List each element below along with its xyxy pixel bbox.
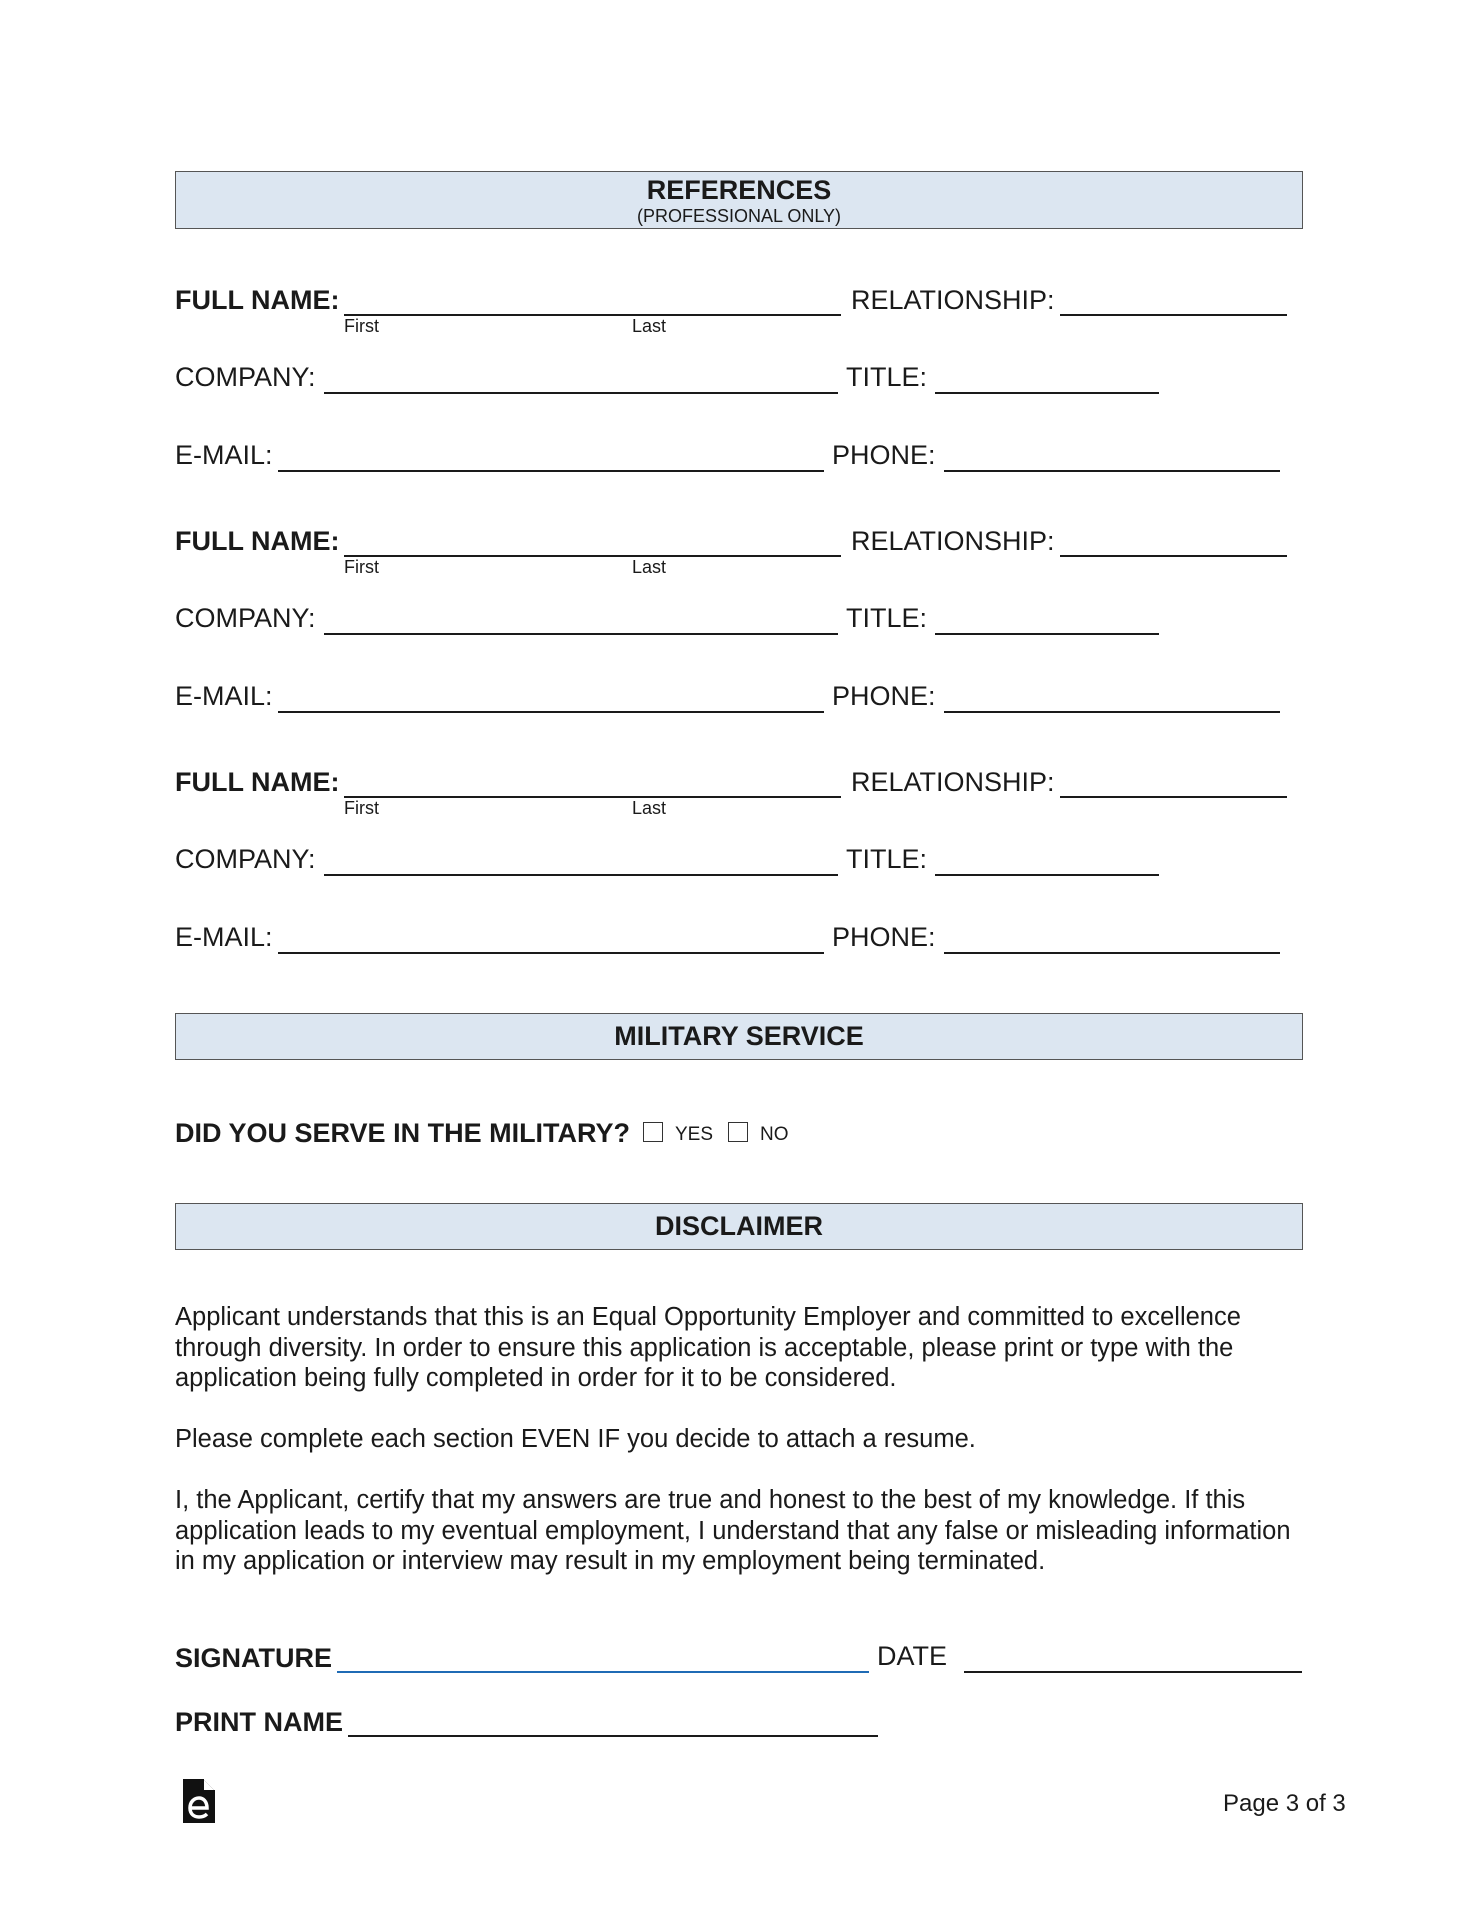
last-name-hint: Last <box>632 798 667 818</box>
page-number: Page 3 of 3 <box>1223 1790 1346 1817</box>
phone-label: PHONE: <box>832 681 936 711</box>
email-label: E-MAIL: <box>175 440 273 470</box>
first-name-hint: First <box>344 316 379 336</box>
phone-label: PHONE: <box>832 440 936 470</box>
disclaimer-paragraph-2: Please complete each section EVEN IF you decide to attach a resume. <box>175 1425 976 1453</box>
military-no-checkbox[interactable] <box>728 1122 748 1142</box>
company-field[interactable] <box>324 633 838 635</box>
phone-label: PHONE: <box>832 922 936 952</box>
email-field[interactable] <box>278 470 824 472</box>
date-label: DATE <box>877 1641 948 1671</box>
title-label: TITLE: <box>846 603 928 633</box>
phone-field[interactable] <box>944 470 1280 472</box>
last-name-hint: Last <box>632 316 667 336</box>
title-field[interactable] <box>935 633 1159 635</box>
relationship-label: RELATIONSHIP: <box>851 526 1055 556</box>
print-name-label: PRINT NAME <box>175 1707 343 1737</box>
disclaimer-paragraph-3: I, the Applicant, certify that my answers are true and honest to the best of my knowledge. If this application leads to my eventual employment, I understand that any false or misleading information in my application or interview may result in my employment being terminated. <box>175 1486 1291 1575</box>
full-name-field[interactable] <box>344 314 841 316</box>
disclaimer-paragraph-1: Applicant understands that this is an Equal Opportunity Employer and committed to excellence through diversity. In order to ensure this application is acceptable, please print or type with the application being fully completed in order for it to be considered. <box>175 1303 1241 1392</box>
military-no-label: NO <box>760 1124 789 1145</box>
full-name-field[interactable] <box>344 555 841 557</box>
company-label: COMPANY: <box>175 844 316 874</box>
military-yes-checkbox[interactable] <box>643 1122 663 1142</box>
company-label: COMPANY: <box>175 603 316 633</box>
military-question: DID YOU SERVE IN THE MILITARY? <box>175 1118 631 1148</box>
relationship-label: RELATIONSHIP: <box>851 285 1055 315</box>
disclaimer-title: DISCLAIMER <box>655 1211 823 1241</box>
email-label: E-MAIL: <box>175 681 273 711</box>
title-label: TITLE: <box>846 362 928 392</box>
military-yes-label: YES <box>675 1124 714 1145</box>
first-name-hint: First <box>344 557 379 577</box>
signature-label: SIGNATURE <box>175 1643 333 1673</box>
relationship-field[interactable] <box>1060 314 1287 316</box>
title-field[interactable] <box>935 392 1159 394</box>
company-label: COMPANY: <box>175 362 316 392</box>
relationship-field[interactable] <box>1060 796 1287 798</box>
print-name-field[interactable] <box>348 1735 878 1737</box>
document-e-icon <box>181 1777 217 1825</box>
references-title: REFERENCES <box>646 175 832 205</box>
references-header <box>175 171 1303 229</box>
signature-field[interactable] <box>337 1671 869 1673</box>
military-service-title: MILITARY SERVICE <box>614 1021 864 1051</box>
military-service-header <box>175 1013 1303 1060</box>
relationship-field[interactable] <box>1060 555 1287 557</box>
email-field[interactable] <box>278 952 824 954</box>
email-field[interactable] <box>278 711 824 713</box>
company-field[interactable] <box>324 874 838 876</box>
references-subtitle: (PROFESSIONAL ONLY) <box>636 206 842 226</box>
disclaimer-header <box>175 1203 1303 1250</box>
email-label: E-MAIL: <box>175 922 273 952</box>
full-name-label: FULL NAME: <box>175 285 340 315</box>
first-name-hint: First <box>344 798 379 818</box>
company-field[interactable] <box>324 392 838 394</box>
title-field[interactable] <box>935 874 1159 876</box>
full-name-label: FULL NAME: <box>175 526 340 556</box>
relationship-label: RELATIONSHIP: <box>851 767 1055 797</box>
last-name-hint: Last <box>632 557 667 577</box>
title-label: TITLE: <box>846 844 928 874</box>
full-name-label: FULL NAME: <box>175 767 340 797</box>
full-name-field[interactable] <box>344 796 841 798</box>
date-field[interactable] <box>964 1671 1302 1673</box>
phone-field[interactable] <box>944 952 1280 954</box>
phone-field[interactable] <box>944 711 1280 713</box>
